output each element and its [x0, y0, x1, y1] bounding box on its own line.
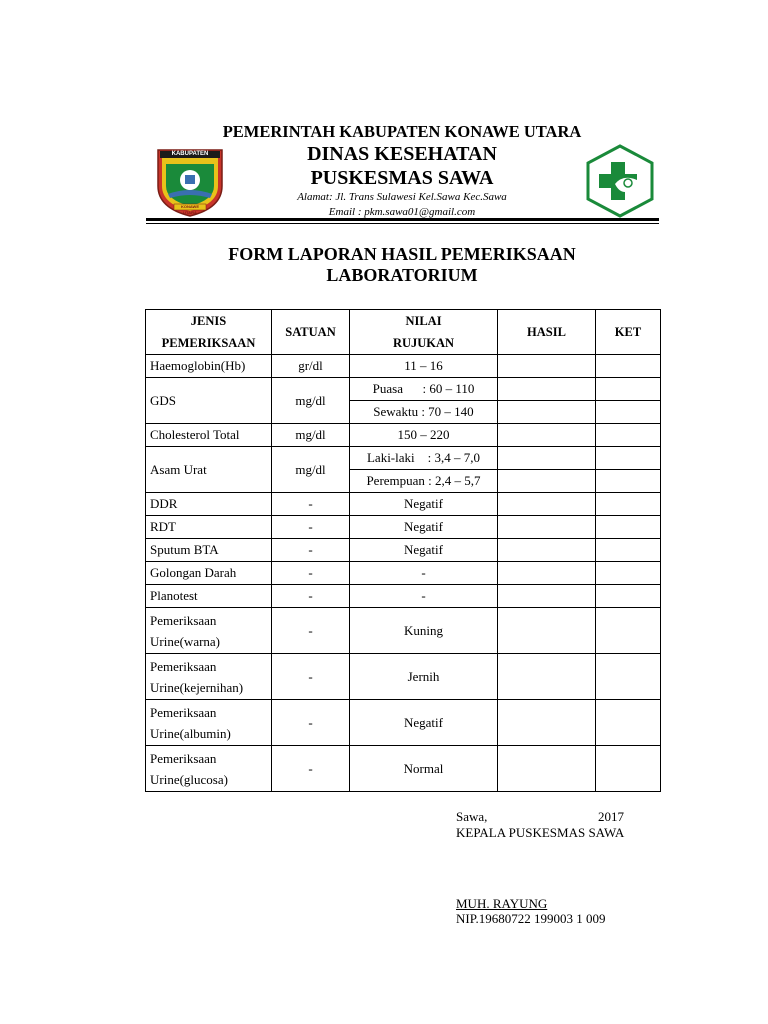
form-subtitle: LABORATORIUM — [326, 265, 478, 285]
cell-ket[interactable] — [596, 378, 661, 401]
signature-role: KEPALA PUSKESMAS SAWA — [456, 825, 625, 840]
table-row — [146, 608, 661, 654]
cell-satuan: - — [272, 516, 350, 539]
cell-jenis: Cholesterol Total — [146, 424, 272, 447]
table-row — [146, 378, 661, 401]
table-row — [146, 447, 661, 470]
cell-nilai: Kuning — [350, 608, 498, 654]
cell-nilai: Negatif — [350, 700, 498, 746]
cell-ket[interactable] — [596, 493, 661, 516]
cell-nilai: 11 – 16 — [350, 355, 498, 378]
cell-nilai: Jernih — [350, 654, 498, 700]
cell-jenis: Golongan Darah — [146, 562, 272, 585]
cell-hasil[interactable] — [498, 654, 596, 700]
col-header-nilai: NILAI RUJUKAN — [350, 310, 498, 355]
cell-jenis: Planotest — [146, 585, 272, 608]
cell-jenis: Pemeriksaan Urine(glucosa) — [146, 746, 272, 792]
table-header-row — [146, 310, 661, 355]
signature-place: Sawa, — [456, 809, 488, 824]
cell-satuan: mg/dl — [272, 424, 350, 447]
cell-hasil[interactable] — [498, 424, 596, 447]
cell-jenis: GDS — [146, 378, 272, 424]
cell-ket[interactable] — [596, 746, 661, 792]
col-header-ket: KET — [596, 310, 661, 355]
cell-nilai: Negatif — [350, 493, 498, 516]
cell-jenis: Pemeriksaan Urine(warna) — [146, 608, 272, 654]
table-row — [146, 654, 661, 700]
cell-ket[interactable] — [596, 585, 661, 608]
cell-ket[interactable] — [596, 608, 661, 654]
cell-nilai: - — [350, 585, 498, 608]
cell-ket[interactable] — [596, 516, 661, 539]
cell-satuan: gr/dl — [272, 355, 350, 378]
signature-year: 2017 — [598, 809, 624, 824]
header-divider-thin — [146, 223, 659, 224]
cell-hasil[interactable] — [498, 516, 596, 539]
table-row — [146, 516, 661, 539]
cell-ket[interactable] — [596, 401, 661, 424]
cell-jenis: Haemoglobin(Hb) — [146, 355, 272, 378]
cell-satuan: - — [272, 700, 350, 746]
header-email: Email : pkm.sawa01@gmail.com — [328, 206, 476, 218]
table-row — [146, 700, 661, 746]
cell-satuan: - — [272, 608, 350, 654]
cell-hasil[interactable] — [498, 562, 596, 585]
cell-ket[interactable] — [596, 562, 661, 585]
header-address: Alamat: Jl. Trans Sulawesi Kel.Sawa Kec.Sawa — [297, 191, 507, 203]
cell-satuan: - — [272, 654, 350, 700]
cell-satuan: mg/dl — [272, 378, 350, 424]
cell-satuan: - — [272, 562, 350, 585]
header-divider-thick — [146, 218, 659, 221]
cell-ket[interactable] — [596, 355, 661, 378]
crest-top-text: KABUPATEN — [171, 151, 209, 157]
cell-nilai: Normal — [350, 746, 498, 792]
col-header-jenis: JENIS PEMERIKSAAN — [146, 310, 272, 355]
cell-hasil[interactable] — [498, 447, 596, 470]
table-row — [146, 562, 661, 585]
table-row — [146, 355, 661, 378]
signature-nip: NIP.19680722 199003 1 009 — [456, 911, 606, 926]
header-clinic: PUSKESMAS SAWA — [310, 167, 494, 189]
cell-hasil[interactable] — [498, 493, 596, 516]
header-agency: DINAS KESEHATAN — [307, 143, 497, 165]
cell-jenis: RDT — [146, 516, 272, 539]
table-row — [146, 539, 661, 562]
cell-ket[interactable] — [596, 424, 661, 447]
cell-nilai: Sewaktu : 70 – 140 — [350, 401, 498, 424]
cell-jenis: DDR — [146, 493, 272, 516]
cell-hasil[interactable] — [498, 470, 596, 493]
cell-jenis: Sputum BTA — [146, 539, 272, 562]
cell-nilai: Puasa : 60 – 110 — [350, 378, 498, 401]
lab-results-table — [145, 309, 661, 792]
cell-satuan: - — [272, 493, 350, 516]
cell-nilai: Negatif — [350, 539, 498, 562]
cell-satuan: mg/dl — [272, 447, 350, 493]
cell-jenis: Asam Urat — [146, 447, 272, 493]
cell-ket[interactable] — [596, 470, 661, 493]
cell-hasil[interactable] — [498, 700, 596, 746]
cell-hasil[interactable] — [498, 401, 596, 424]
cell-satuan: - — [272, 746, 350, 792]
cell-hasil[interactable] — [498, 608, 596, 654]
cell-ket[interactable] — [596, 700, 661, 746]
cell-nilai: Laki-laki : 3,4 – 7,0 — [350, 447, 498, 470]
cell-hasil[interactable] — [498, 355, 596, 378]
form-title: FORM LAPORAN HASIL PEMERIKSAAN — [228, 244, 576, 264]
signature-name: MUH. RAYUNG — [456, 896, 548, 911]
table-row — [146, 585, 661, 608]
cell-ket[interactable] — [596, 654, 661, 700]
cell-nilai: Negatif — [350, 516, 498, 539]
cell-ket[interactable] — [596, 539, 661, 562]
cell-hasil[interactable] — [498, 539, 596, 562]
cell-nilai: 150 – 220 — [350, 424, 498, 447]
cell-hasil[interactable] — [498, 378, 596, 401]
cell-ket[interactable] — [596, 447, 661, 470]
cell-nilai: Perempuan : 2,4 – 5,7 — [350, 470, 498, 493]
header-government: PEMERINTAH KABUPATEN KONAWE UTARA — [222, 122, 582, 141]
cell-jenis: Pemeriksaan Urine(albumin) — [146, 700, 272, 746]
col-header-hasil: HASIL — [498, 310, 596, 355]
col-header-satuan: SATUAN — [272, 310, 350, 355]
cell-jenis: Pemeriksaan Urine(kejernihan) — [146, 654, 272, 700]
table-row — [146, 746, 661, 792]
table-row — [146, 493, 661, 516]
cell-hasil[interactable] — [498, 585, 596, 608]
cell-nilai: - — [350, 562, 498, 585]
cell-satuan: - — [272, 585, 350, 608]
table-row — [146, 424, 661, 447]
crest-bottom-text: KONAWE UTARA — [181, 204, 199, 215]
cell-hasil[interactable] — [498, 746, 596, 792]
cell-satuan: - — [272, 539, 350, 562]
